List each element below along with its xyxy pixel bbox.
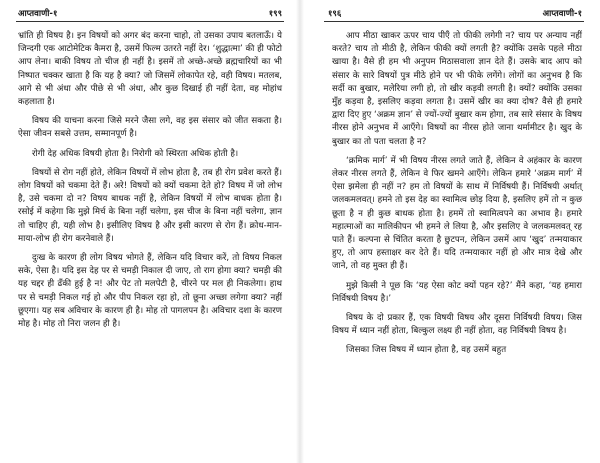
right-header-rule (324, 21, 584, 22)
right-paragraph-2: ‘क्रमिक मार्ग’ में भी विषय नीरस लगते जाते हैं, लेकिन वे अहंकार के कारण लेकर नीरस लगते हैं, लेकिन वे फिर खमने आएँगे। लेकिन हमारे ‘अक्रम मार्ग’ में ऐसा झमेला ही नहीं न? हम तो विषयों के साथ में निर्विषयी हैं। निर्विषयी अर्थात् जलकमलवत्। हमने तो इस देह का स्वामित्व छोड़ दिया है, इसलिए हमें तो न कुछ छूता है न ही कुछ बाधक होता है। हममें तो स्वामित्वपने का अभाव है। हमारे महात्माओं का मालिकीपन भी हमने ले लिया है, और इसलिए वे जलकमलवत् रह पाते हैं। कल्पना से चिंतित करता है छुटपन, लेकिन उसमें आप ‘खुद’ तन्मयाकार हुए, तो आप हस्ताक्षर कर देते हैं। यदि तन्मयाकार नहीं हो और मात्र देखे और जाने, तो वह मुक्त ही हैं। (332, 155, 582, 272)
left-page-number: १९९ (268, 9, 282, 19)
right-paragraph-4: विषय के दो प्रकार हैं, एक विषयी विषय और दूसरा निर्विषयी विषय। जिस विषय में ध्यान नहीं होता, बिल्कुल लक्ष्य ही नहीं होता, वह निर्विषयी विषय है। (332, 313, 582, 337)
left-page-body (18, 30, 282, 461)
right-paragraph-3: मुझे किसी ने पूछ कि ‘यह ऐसा कोट क्यों पहन रहे?’ मैंने कहा, ‘यह हमारा निर्विषयी विषय है।’ (332, 280, 582, 304)
left-page-header-title: आप्तवाणी-१ (18, 9, 58, 19)
left-header-rule (16, 21, 284, 22)
right-paragraph-5: जिसका जिस विषय में ध्यान होता है, वह उसमें बहुत (346, 345, 507, 356)
right-paragraph-1: आप मीठा खाकर ऊपर चाय पीएँ तो फीकी लगेगी न? चाय पर अन्याय नहीं करते? चाय तो मीठी है, लेकिन फीकी क्यों लगती है? क्योंकि उसके पहले मीठा खाया है। वैसे ही हम भी अनुपम मिठासवाला ज्ञान देते हैं। उसके बाद आप को संसार के सारे विषयों पुत्र मीठे होने पर भी फीके लगेंगे। लोगों का अनुभव है कि सर्दी का बुखार, मलेरिया लगी हो, तो खीर कड़वी लगती है। क्यों? क्योंकि उसका मुँह कड़वा है, इसलिए कड़वा लगता है। उसमें खीर का क्या दोष? वैसे ही हमारे द्वारा दिए हुए ‘अक्रम ज्ञान’ से ज्यों-ज्यों बुखार कम होगा, तब सारे संसार के विषय नीरस होने अनुभव में आएँगे। विषयों का नीरस होते जाना थर्मामीटर है। खुद के बुखार का तो पता चलता है न? (332, 31, 582, 147)
left-paragraph-5: दुःख के कारण ही लोग विषय भोगते हैं, लेकिन यदि विचार करें, तो विषय निकल सके, ऐसा है। यदि इस देह पर से चमड़ी निकाल दी जाए, तो राग होगा क्या? चमड़ी की यह चद्दर ही ढँकी हुई है न! और पेट तो मलपेटी है, चीरने पर मल ही निकलेगा। हाथ पर से चमड़ी निकल गई हो और पीप निकल रहा हो, तो छूना अच्छा लगेगा क्या? नहीं छूएगा। यह सब अविचार के कारण ही है। मोह तो पागलपन है। अविचार दशा के कारण मोह है। मोह तो निरा जलन ही है। (18, 253, 282, 330)
right-page (300, 0, 600, 463)
right-page-number: १९६ (328, 9, 342, 19)
left-paragraph-1: भ्रांति ही विषय है। इन विषयों को अगर बंद करना चाहो, तो उसका उपाय बतलाऊँ। ये जिन्दगी एक आटोमेटिक कैमरा है, उसमें फिल्म उतरते नहीं देर। ‘शुद्धात्मा’ की ही फोटो आप लेना। बाकी विषय तो चीज ही नहीं है। इसमें तो अच्छे-अच्छे ब्रह्मचारियों का भी निष्पात चक्कर खाता है कि यह है क्या? जो जिसमें लोकापेत रहे, वही विषय। मतलब, आगे से भी अंधा और पीछे से भी अंधा, और कुछ दिखाई ही नहीं देता, वह मोहांध कहलाता है। (18, 31, 282, 108)
right-page-body (332, 30, 582, 461)
left-paragraph-2: विषय की याचना करना जिसे मरने जैसा लगे, वह इस संसार को जीत सकता है। ऐसा जीवन सबसे उत्तम, सम्मानपूर्ण है। (18, 116, 282, 140)
right-page-header-title: आप्तवाणी-१ (542, 9, 582, 19)
left-paragraph-4: विषयों से रोग नहीं होते, लेकिन विषयों में लोभ होता है, तब ही रोग प्रवेश करते हैं। लोग विषयों को चकमा देते हैं। अरे! विषयों को क्यों चकमा देते हो? विषय में जो लोभ है, उसे चकमा दो न? विषय बाधक नहीं है, लेकिन विषयों में लोभ बाधक होता है। रसोई में कहेगा कि मुझे मिर्च के बिना नहीं चलेगा, इस चीज के बिना नहीं चलेगा, ज्ञान तो चाहिए ही, यही लोभ है। इसीलिए विषय है और इसी कारण से रोग हैं। क्रोध-मान-माया-लोभ ही रोग करनेवाले हैं। (18, 167, 282, 244)
left-paragraph-3: रोगी देह अधिक विषयी होता है। निरोगी को स्थिरता अधिक होती है। (32, 148, 239, 159)
